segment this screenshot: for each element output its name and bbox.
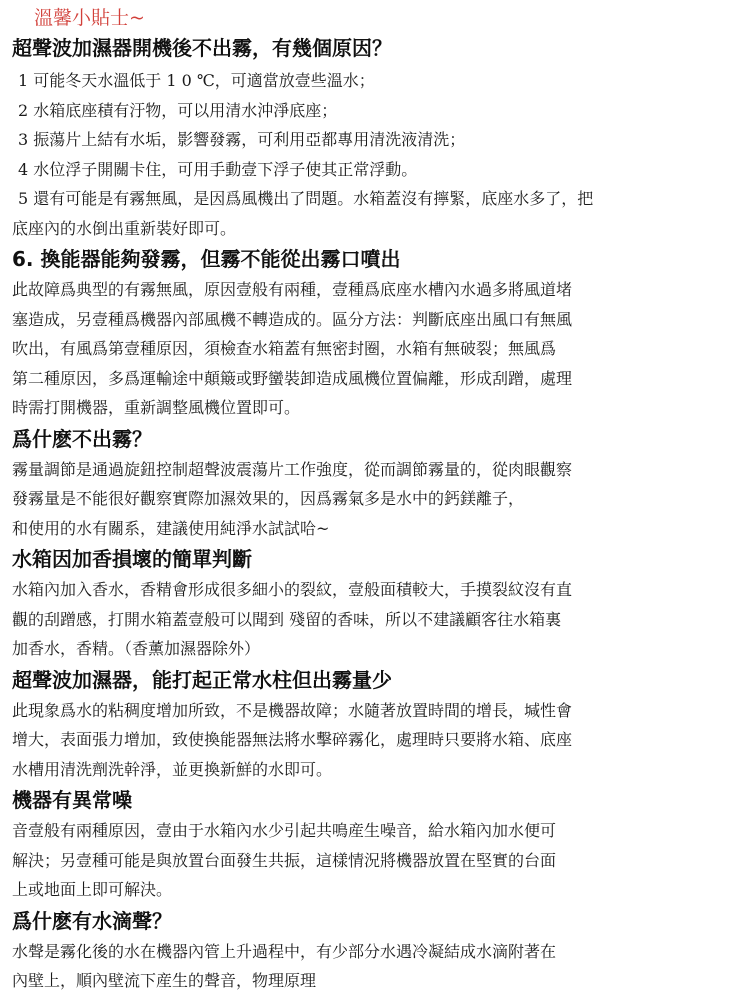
section-no-mist-reasons	[12, 32, 740, 243]
reason-line-2: 2 水箱底座積有汙物，可以用清水沖淨底座；	[18, 100, 338, 120]
paragraph-line: 水箱內加入香水，香精會形成很多細小的裂紋，壹般面積較大，手摸裂紋沒有直	[12, 580, 573, 599]
tips-title: 溫馨小貼士~	[34, 7, 145, 29]
paragraph-line: 上或地面上即可解決。	[12, 880, 173, 899]
paragraph-line: 內壁上，順內壁流下産生的聲音，物理原理	[12, 971, 317, 990]
section-mist-no-outlet	[12, 243, 740, 423]
paragraph-line: 加香水，香精。（香薰加濕器除外）	[12, 639, 261, 658]
section-why-no-mist	[12, 423, 740, 544]
section-water-drip-sound	[12, 905, 740, 996]
section-fragrance-damage	[12, 543, 740, 664]
section-heading: 機器有異常噪	[12, 788, 132, 812]
paragraph-line: 增大，表面張力增加，致使換能器無法將水擊碎霧化，處理時只要將水箱、底座	[12, 730, 573, 749]
paragraph-line: 觀的刮蹭感，打開水箱蓋壹般可以聞到 殘留的香味，所以不建議顧客往水箱裏	[12, 609, 562, 629]
paragraph-line: 時需打開機器，重新調整風機位置即可。	[12, 398, 301, 417]
tips-document	[12, 4, 740, 996]
paragraph-line: 霧量調節是通過旋鈕控制超聲波震蕩片工作強度，從而調節霧量的，從肉眼觀察	[12, 459, 573, 479]
reason-line-5: 5 還有可能是有霧無風，是因爲風機出了問題。水箱蓋沒有擰緊，底座水多了，把	[18, 189, 594, 208]
paragraph-line: 水槽用清洗劑洗幹淨，並更換新鮮的水即可。	[12, 759, 333, 779]
paragraph-line: 塞造成，另壹種爲機器內部風機不轉造成的。區分方法：判斷底座出風口有無風	[12, 309, 573, 329]
reason-line-3: 3 振蕩片上結有水垢，影響發霧，可利用亞都專用清洗液清洗；	[18, 130, 466, 149]
section-abnormal-noise	[12, 784, 740, 905]
paragraph-line: 此現象爲水的粘稠度增加所致，不是機器故障；水隨著放置時間的增長，堿性會	[12, 700, 573, 720]
section-heading: 爲什麽有水滴聲？	[12, 908, 172, 933]
paragraph-line: 第二種原因，多爲運輸途中顛簸或野蠻裝卸造成風機位置偏離，形成刮蹭，處理	[12, 368, 573, 388]
section-heading: 6. 換能器能夠發霧，但霧不能從出霧口噴出	[12, 247, 401, 271]
paragraph-line: 音壹般有兩種原因，壹由于水箱內水少引起共鳴産生噪音，給水箱內加水便可	[12, 821, 557, 840]
section-heading: 爲什麽不出霧？	[12, 426, 152, 451]
reason-line-4: 4 水位浮子開關卡住，可用手動壹下浮子使其正常浮動。	[18, 159, 418, 179]
reason-line-1: 1 可能冬天水溫低于 1 0 ℃，可適當放壹些溫水；	[18, 71, 375, 90]
paragraph-line: 解決；另壹種可能是與放置台面發生共振，這樣情況將機器放置在堅實的台面	[12, 850, 557, 870]
paragraph-line: 吹出，有風爲第壹種原因，須檢查水箱蓋有無密封圈，水箱有無破裂；無風爲	[12, 339, 557, 358]
paragraph-line: 發霧量是不能很好觀察實際加濕效果的，因爲霧氣多是水中的鈣鎂離子，	[12, 489, 525, 508]
section-low-mist-output	[12, 664, 740, 785]
reason-line-5-cont: 底座內的水倒出重新裝好即可。	[12, 218, 237, 238]
section-heading: 超聲波加濕器，能打起正常水柱但出霧量少	[12, 667, 392, 692]
paragraph-line: 水聲是霧化後的水在機器內管上升過程中，有少部分水遇冷凝結成水滴附著在	[12, 941, 557, 961]
section-heading: 水箱因加香損壞的簡單判斷	[12, 547, 252, 571]
paragraph-line: 此故障爲典型的有霧無風，原因壹般有兩種，壹種爲底座水槽內水過多將風道堵	[12, 280, 573, 299]
section-heading: 超聲波加濕器開機後不出霧，有幾個原因？	[12, 36, 392, 60]
paragraph-line: 和使用的水有關系，建議使用純淨水試試哈~	[12, 518, 330, 538]
